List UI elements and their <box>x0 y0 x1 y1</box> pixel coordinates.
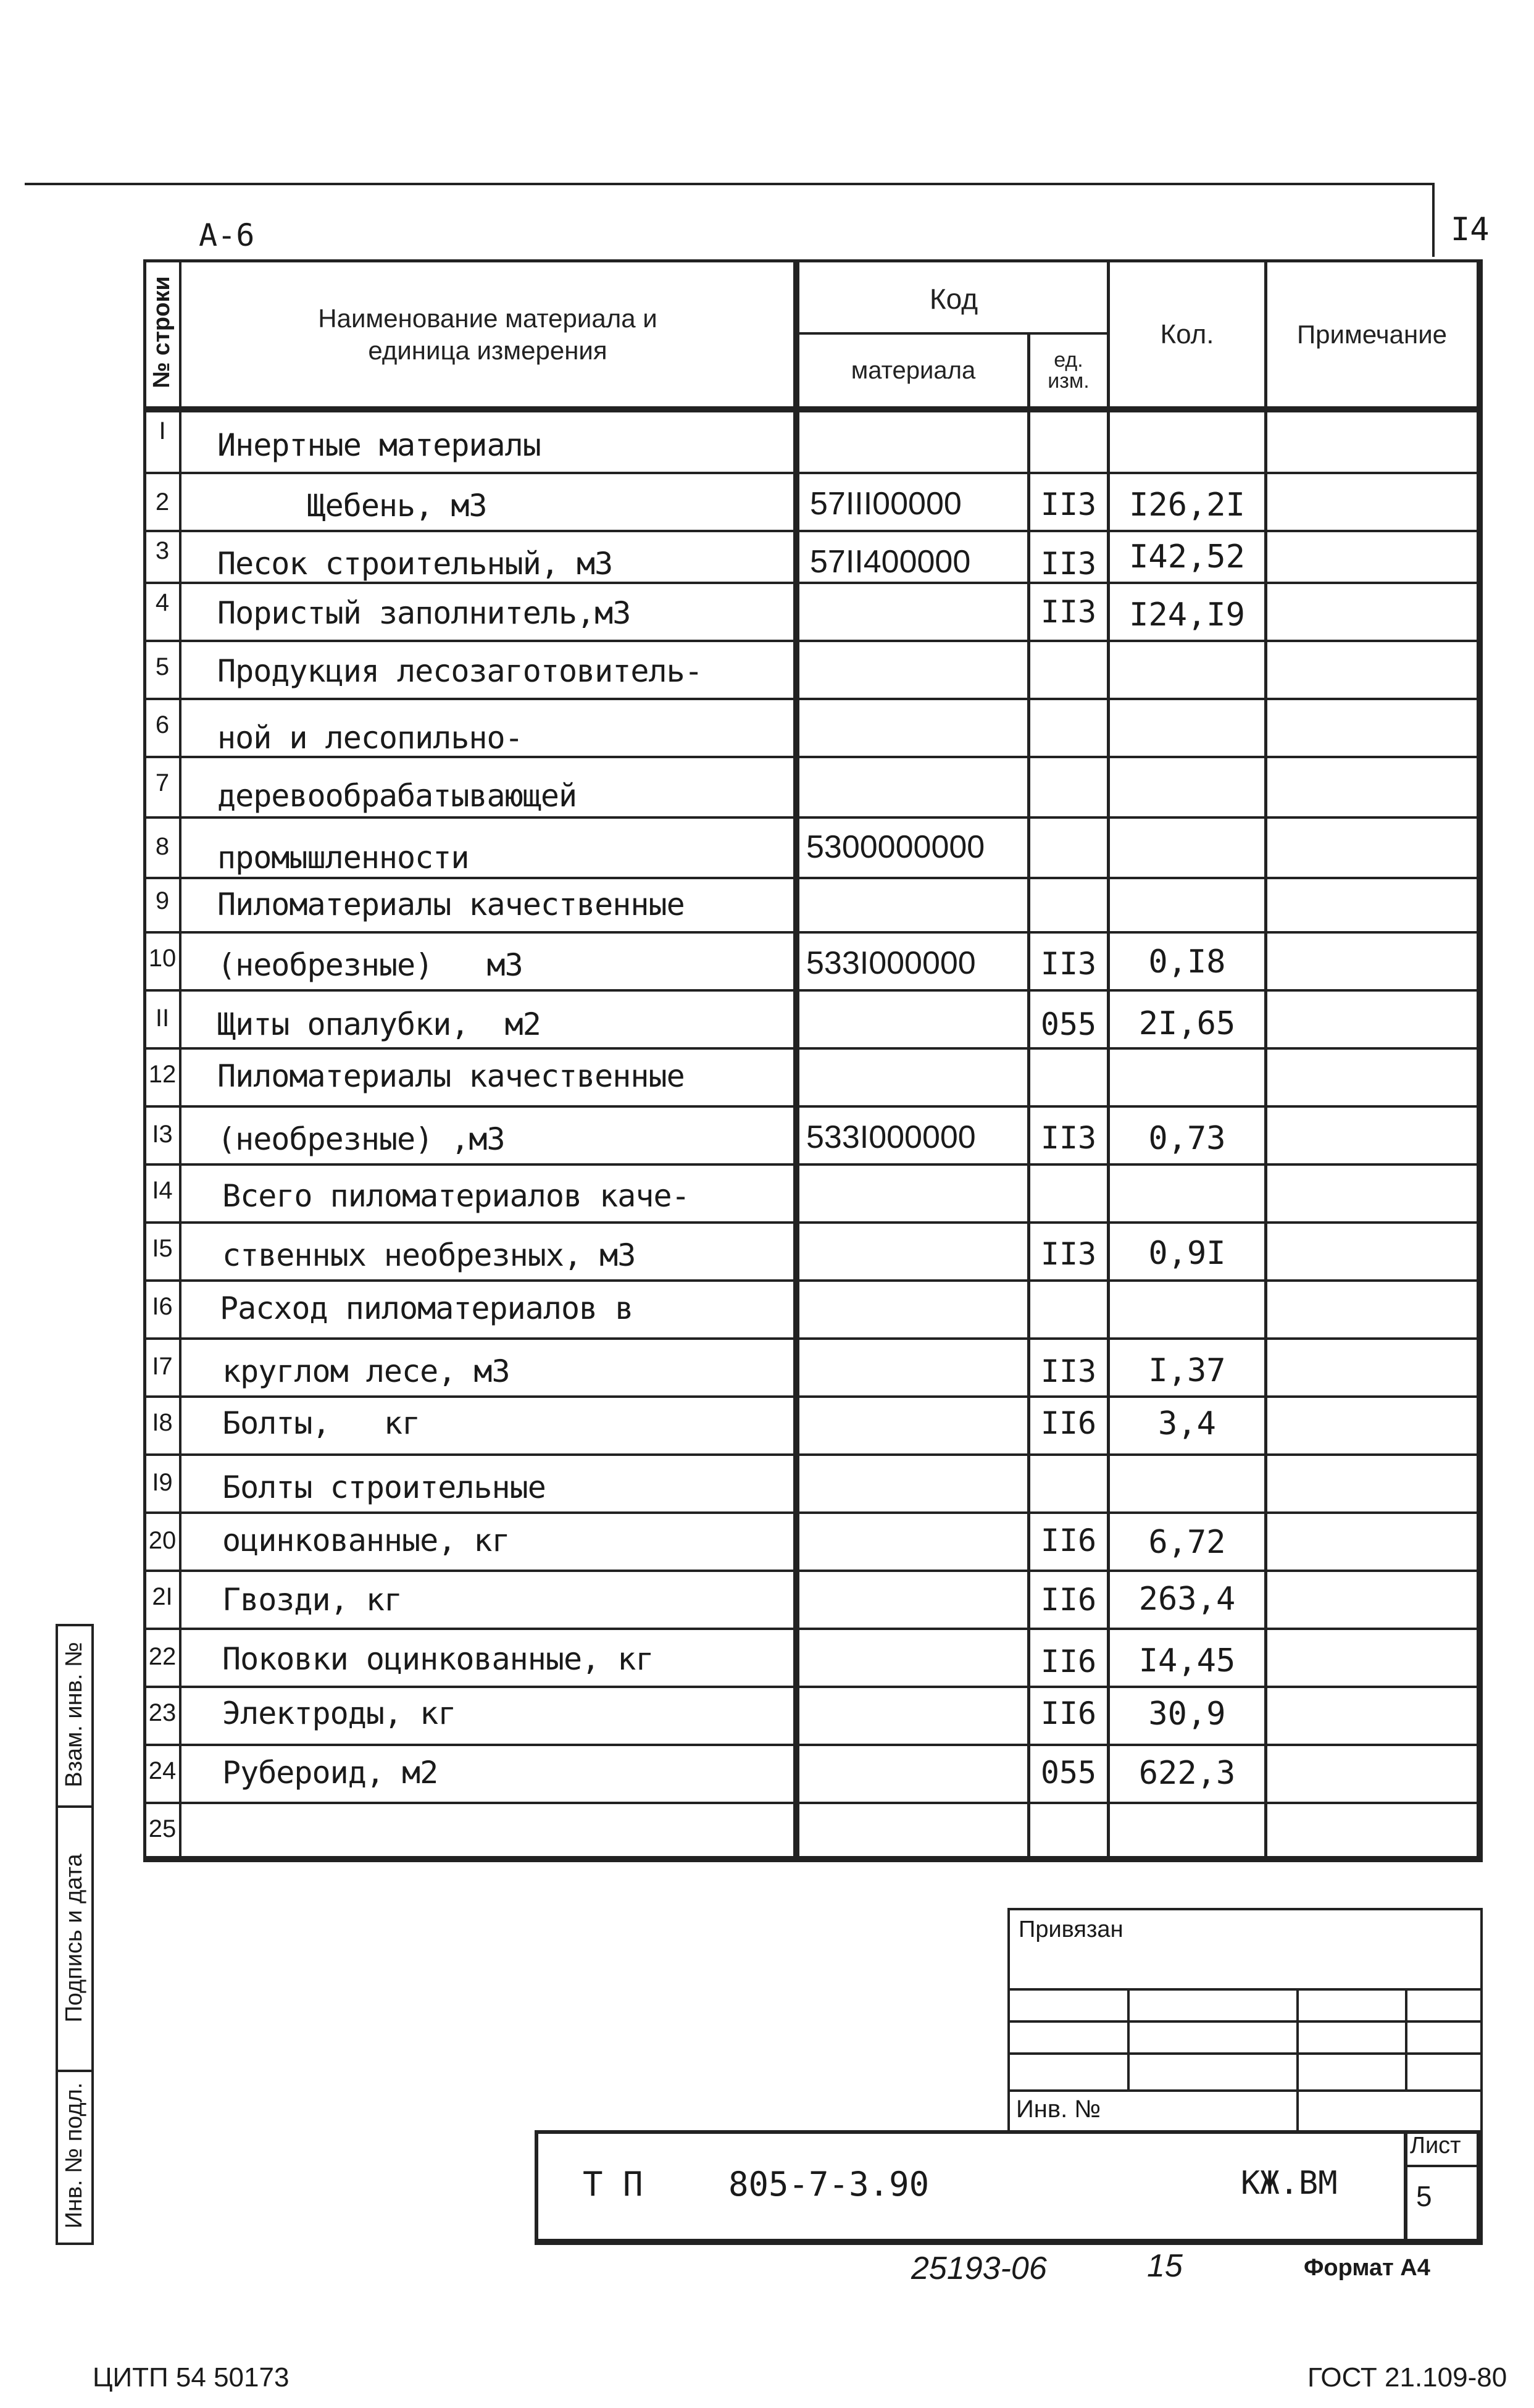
row-qty: I,37 <box>1148 1352 1226 1389</box>
row-unit: II3 <box>1040 1120 1097 1156</box>
row-name: деревообрабатывающей <box>217 778 577 814</box>
row-code: 57III00000 <box>810 486 962 522</box>
table-right-border <box>1477 259 1483 1862</box>
row-name: Инертные материалы <box>217 427 541 463</box>
row-number: I <box>159 417 166 445</box>
row-number: 9 <box>155 887 170 914</box>
row-name: промышленности <box>217 840 469 876</box>
side-block-top <box>56 1624 94 1626</box>
stamp-left-border <box>535 2130 538 2245</box>
row-number: 5 <box>155 653 170 680</box>
row-name: Электроды, кг <box>222 1695 456 1731</box>
privyazan-grid-line-2 <box>1007 2020 1483 2023</box>
side-label-vzam-inv: Взам. инв. № <box>60 1642 87 1787</box>
row-number: I5 <box>152 1234 173 1262</box>
row-unit: II6 <box>1040 1644 1097 1679</box>
col-sep-qty <box>1264 259 1267 1858</box>
row-unit: II6 <box>1040 1695 1097 1731</box>
row-unit: II3 <box>1040 946 1097 982</box>
stamp-top-border <box>535 2130 1483 2134</box>
side-block-sep-1 <box>56 1805 94 1808</box>
row-number: 7 <box>155 769 170 796</box>
row-name: (необрезные) ,м3 <box>217 1121 505 1157</box>
row-name: Песок строительный, м3 <box>217 546 613 582</box>
row-unit: II3 <box>1040 487 1097 522</box>
row-number: 25 <box>148 1815 177 1842</box>
row-number: 10 <box>148 944 177 972</box>
row-code: 57II400000 <box>810 544 971 580</box>
row-name: (необрезные) м3 <box>217 947 523 983</box>
row-name: Всего пиломатериалов каче- <box>222 1178 690 1214</box>
table-bottom-border <box>143 1856 1483 1862</box>
row-qty: I4,45 <box>1138 1642 1236 1679</box>
header-note: Примечание <box>1296 319 1448 349</box>
row-line <box>143 1802 1483 1804</box>
privyazan-top-border <box>1007 1908 1483 1910</box>
header-code: Код <box>929 283 978 315</box>
privyazan-right-border <box>1480 1908 1483 2130</box>
header-name-line2: единица измерения <box>368 335 607 365</box>
top-rule <box>25 183 1432 185</box>
side-label-inv-podl: Инв. № подл. <box>60 2082 87 2229</box>
sheet-code: А-6 <box>199 217 255 253</box>
bottom-rule <box>25 2317 1519 2318</box>
row-unit: II3 <box>1040 1236 1097 1272</box>
row-name: Щиты опалубки, м2 <box>217 1006 541 1042</box>
row-unit: II6 <box>1040 1405 1097 1441</box>
inv-no-label: Инв. № <box>1016 2096 1101 2123</box>
row-number: 3 <box>155 537 170 564</box>
row-name: Пористый заполнитель,м3 <box>217 595 631 631</box>
row-unit: II3 <box>1040 594 1097 630</box>
row-unit: 055 <box>1040 1006 1097 1042</box>
row-name: Гвозди, кг <box>222 1582 402 1618</box>
row-number: 4 <box>155 588 170 616</box>
header-qty: Кол. <box>1160 319 1214 349</box>
row-name: Болты, кг <box>222 1405 420 1441</box>
row-number: 2 <box>155 488 170 516</box>
header-row-number: № строки <box>148 276 175 388</box>
row-number: 8 <box>155 832 170 860</box>
row-number: I8 <box>152 1408 173 1436</box>
row-number: 6 <box>155 711 170 738</box>
row-code: 533I000000 <box>806 1119 976 1155</box>
privyazan-label: Привязан <box>1019 1917 1123 1942</box>
stamp-doc-number: 805-7-3.90 <box>728 2165 930 2204</box>
row-number: I9 <box>152 1468 173 1496</box>
stamp-mark: КЖ.ВМ <box>1241 2165 1338 2202</box>
row-unit: 055 <box>1040 1755 1097 1791</box>
row-name: Пиломатериалы качественные <box>217 1058 685 1094</box>
row-name: оцинкованные, кг <box>222 1523 510 1558</box>
stamp-list-divider <box>1404 2130 1407 2245</box>
row-number: 2I <box>152 1582 173 1610</box>
row-unit: II3 <box>1040 1353 1097 1389</box>
header-bottom-line <box>143 406 1483 412</box>
row-qty: 30,9 <box>1148 1695 1226 1733</box>
row-unit: II3 <box>1040 546 1097 582</box>
row-number: I4 <box>152 1176 173 1204</box>
side-block-left-border <box>56 1624 58 2245</box>
row-name: Продукция лесозаготовитель- <box>217 653 702 689</box>
footer-right: ГОСТ 21.109-80 <box>1307 2362 1507 2393</box>
header-name-line1: Наименование материала и <box>318 303 657 333</box>
row-qty: 2I,65 <box>1138 1005 1236 1042</box>
row-number: I3 <box>152 1120 173 1148</box>
row-name: Пиломатериалы качественные <box>217 887 685 922</box>
privyazan-grid-col-3 <box>1405 1988 1407 2089</box>
row-qty: 0,73 <box>1148 1120 1226 1157</box>
header-name <box>182 262 793 406</box>
row-unit: II6 <box>1040 1523 1097 1558</box>
page-number-top: I4 <box>1451 211 1490 248</box>
stamp-list-line <box>1404 2165 1483 2167</box>
row-code: 5300000000 <box>806 829 985 865</box>
stamp-bottom-border <box>535 2239 1483 2245</box>
row-qty: I24,I9 <box>1129 596 1245 633</box>
row-number: I6 <box>152 1292 173 1320</box>
row-number: 12 <box>148 1060 177 1088</box>
row-qty: I26,2I <box>1129 487 1245 524</box>
row-name: ственных необрезных, м3 <box>222 1237 636 1273</box>
stamp-right-border <box>1477 2130 1483 2245</box>
row-unit: II6 <box>1040 1582 1097 1618</box>
side-label-podpis-data: Подпись и дата <box>60 1854 87 2023</box>
footer-stamp-page: 15 <box>1147 2248 1183 2284</box>
row-code: 533I000000 <box>806 945 976 981</box>
row-name: Рубероид, м2 <box>222 1755 438 1791</box>
row-number: 22 <box>148 1642 177 1670</box>
row-number: 24 <box>148 1757 177 1784</box>
privyazan-grid-line-1 <box>1007 1988 1483 1991</box>
row-qty: 3,4 <box>1158 1405 1216 1442</box>
privyazan-left-border <box>1007 1908 1010 2130</box>
stamp-list-label: Лист <box>1410 2133 1461 2159</box>
row-qty: 0,9I <box>1148 1235 1226 1272</box>
header-unit-line1: ед. <box>1054 348 1083 372</box>
privyazan-grid-line-4 <box>1007 2089 1483 2092</box>
row-name: Поковки оцинкованные, кг <box>222 1641 654 1677</box>
row-number: II <box>155 1004 170 1032</box>
footer-stamp-number: 25193-06 <box>911 2251 1047 2286</box>
header-unit <box>1030 335 1107 406</box>
side-block-right-border <box>91 1624 94 2245</box>
col-sep-name <box>793 259 799 1858</box>
row-number: 23 <box>148 1699 177 1726</box>
row-qty: I42,52 <box>1129 538 1245 575</box>
privyazan-grid-line-3 <box>1007 2052 1483 2055</box>
row-qty: 622,3 <box>1138 1755 1236 1792</box>
side-block-bottom <box>56 2243 94 2245</box>
row-qty: 6,72 <box>1148 1524 1226 1561</box>
row-number: 20 <box>148 1526 177 1554</box>
row-number: I7 <box>152 1352 173 1380</box>
privyazan-grid-col-1 <box>1127 1988 1130 2089</box>
privyazan-grid-col-2 <box>1296 1988 1299 2130</box>
footer-format: Формат А4 <box>1304 2255 1430 2281</box>
top-rule-right-tick <box>1432 183 1435 257</box>
table-left-border <box>143 259 146 1862</box>
row-name: Расход пиломатериалов в <box>220 1290 633 1326</box>
row-name: ной и лесопильно- <box>217 720 523 756</box>
col-sep-rownum <box>179 259 181 1858</box>
stamp-list-value: 5 <box>1416 2180 1432 2212</box>
header-unit-line2: изм. <box>1048 369 1090 393</box>
row-name: Болты строительные <box>222 1469 546 1505</box>
row-name: Щебень, м3 <box>217 488 487 524</box>
stamp-tp: Т П <box>583 2165 643 2204</box>
footer-left: ЦИТП 54 50173 <box>93 2362 290 2393</box>
row-name: круглом лесе, м3 <box>222 1353 510 1389</box>
header-material: материала <box>851 356 976 384</box>
row-qty: 263,4 <box>1138 1581 1236 1618</box>
row-qty: 0,I8 <box>1148 943 1226 980</box>
